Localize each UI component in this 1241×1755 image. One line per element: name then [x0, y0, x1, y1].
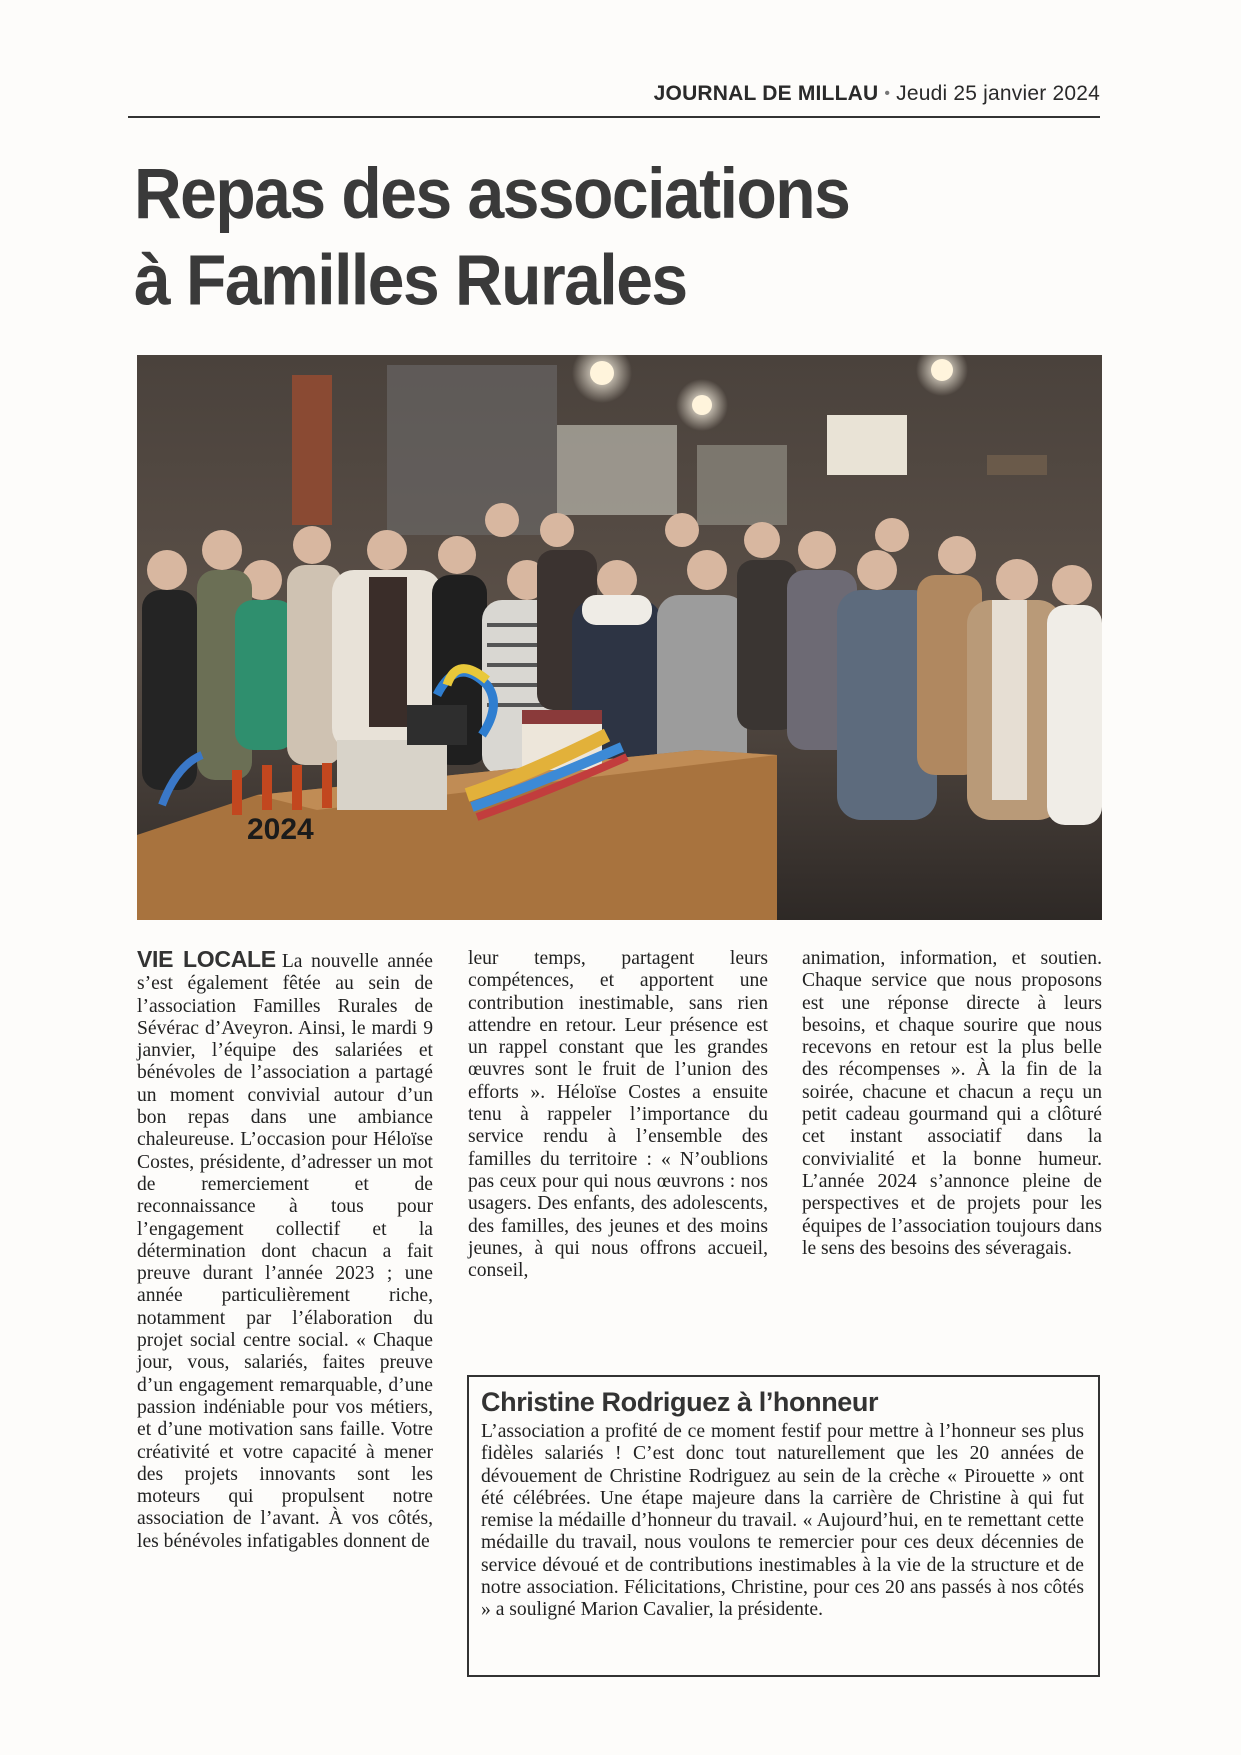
- headline-line-2: à Familles Rurales: [134, 239, 687, 320]
- box-text: L’association a profité de ce moment festif pour mettre à l’honneur ses plus fidèles salariés ! C’est donc tout naturellement que les 20 années de dévouement de Christine Rodriguez au sein de la crèche « Pirouette » ont été célébrées. Une étape majeure dans la carrière de Christine à qui fut remise la médaille d’honneur du travail. « Aujourd’hui, en te remettant cette médaille du travail, nous voulons te remercier pour ces deux décennies de service dévoué et de contributions inestimables à la vie de la structure et de notre association. Félicitations, Christine, pour ces 20 ans passés à nos côtés » a souligné Marion Cavalier, la présidente.: [481, 1421, 1084, 1621]
- group-photo: [137, 355, 1102, 920]
- headline: [134, 150, 1114, 323]
- article-text-3: animation, information, et soutien. Chaque service que nous proposons est une réponse directe à leurs besoins, et chaque sourire que nous recevons en retour est la plus belle des récompenses ». À la fin de la soirée, chacune et chacun a reçu un petit cadeau gourmand qui a clôturé cet instant associatif dans la convivialité et la bonne humeur. L’année 2024 s’annonce pleine de perspectives et de projets pour les équipes de l’association toujours dans le sens des besoins des séveragais.: [802, 948, 1102, 1259]
- sidebar-box: [467, 1375, 1100, 1677]
- table-year-sign: 2024: [247, 813, 314, 846]
- box-title: Christine Rodriguez à l’honneur: [481, 1387, 879, 1417]
- bullet-separator: •: [884, 85, 891, 102]
- page-header: [128, 82, 1100, 112]
- rubric-label: VIE LOCALE: [137, 946, 276, 972]
- article-text-2: leur temps, partagent leurs compétences, et apportent une contribution inestimable, sans rien attendre en retour. Leur présence est un rappel constant que les grandes œuvres sont le fruit de l’union des efforts ». Héloïse Costes a ensuite tenu à rappeler l’importance du service rendu à l’ensemble des familles du territoire : « N’oublions pas ceux pour qui nous œuvrons : nos usagers. Des enfants, des adolescents, des familles, des jeunes et des moins jeunes, à qui nous offrons accueil, conseil,: [468, 948, 768, 1282]
- article-column-3: [802, 948, 1102, 1260]
- publication-date: Jeudi 25 janvier 2024: [896, 82, 1100, 105]
- headline-line-1: Repas des associations: [134, 153, 850, 234]
- group-photo-illustration: [137, 355, 1102, 920]
- newspaper-name: JOURNAL DE MILLAU: [653, 82, 879, 105]
- header-rule: [128, 116, 1100, 118]
- article-column-2: [468, 948, 768, 1282]
- article-text-1: La nouvelle année s’est également fêtée au sein de l’association Familles Rurales de Sévérac d’Aveyron. Ainsi, le mardi 9 janvier, l’équipe des salariées et bénévoles de l’association a partagé un moment convivial autour d’un bon repas dans une ambiance chaleureuse. L’occasion pour Héloïse Costes, présidente, d’adresser un mot de remerciement et de reconnaissance à tous pour l’engagement collectif et la détermination dont chacun a fait preuve durant l’année 2023 ; une année particulièrement riche, notamment par l’élaboration du projet social centre social. « Chaque jour, vous, salariés, faites preuve d’un engagement remarquable, d’une passion indéniable pour vos métiers, et d’une motivation sans faille. Votre créativité et votre capacité à mener des projets innovants sont les moteurs qui propulsent notre association de l’avant. À vos côtés, les bénévoles infatigables donnent de: [137, 951, 433, 1552]
- article-column-1: [137, 948, 433, 1553]
